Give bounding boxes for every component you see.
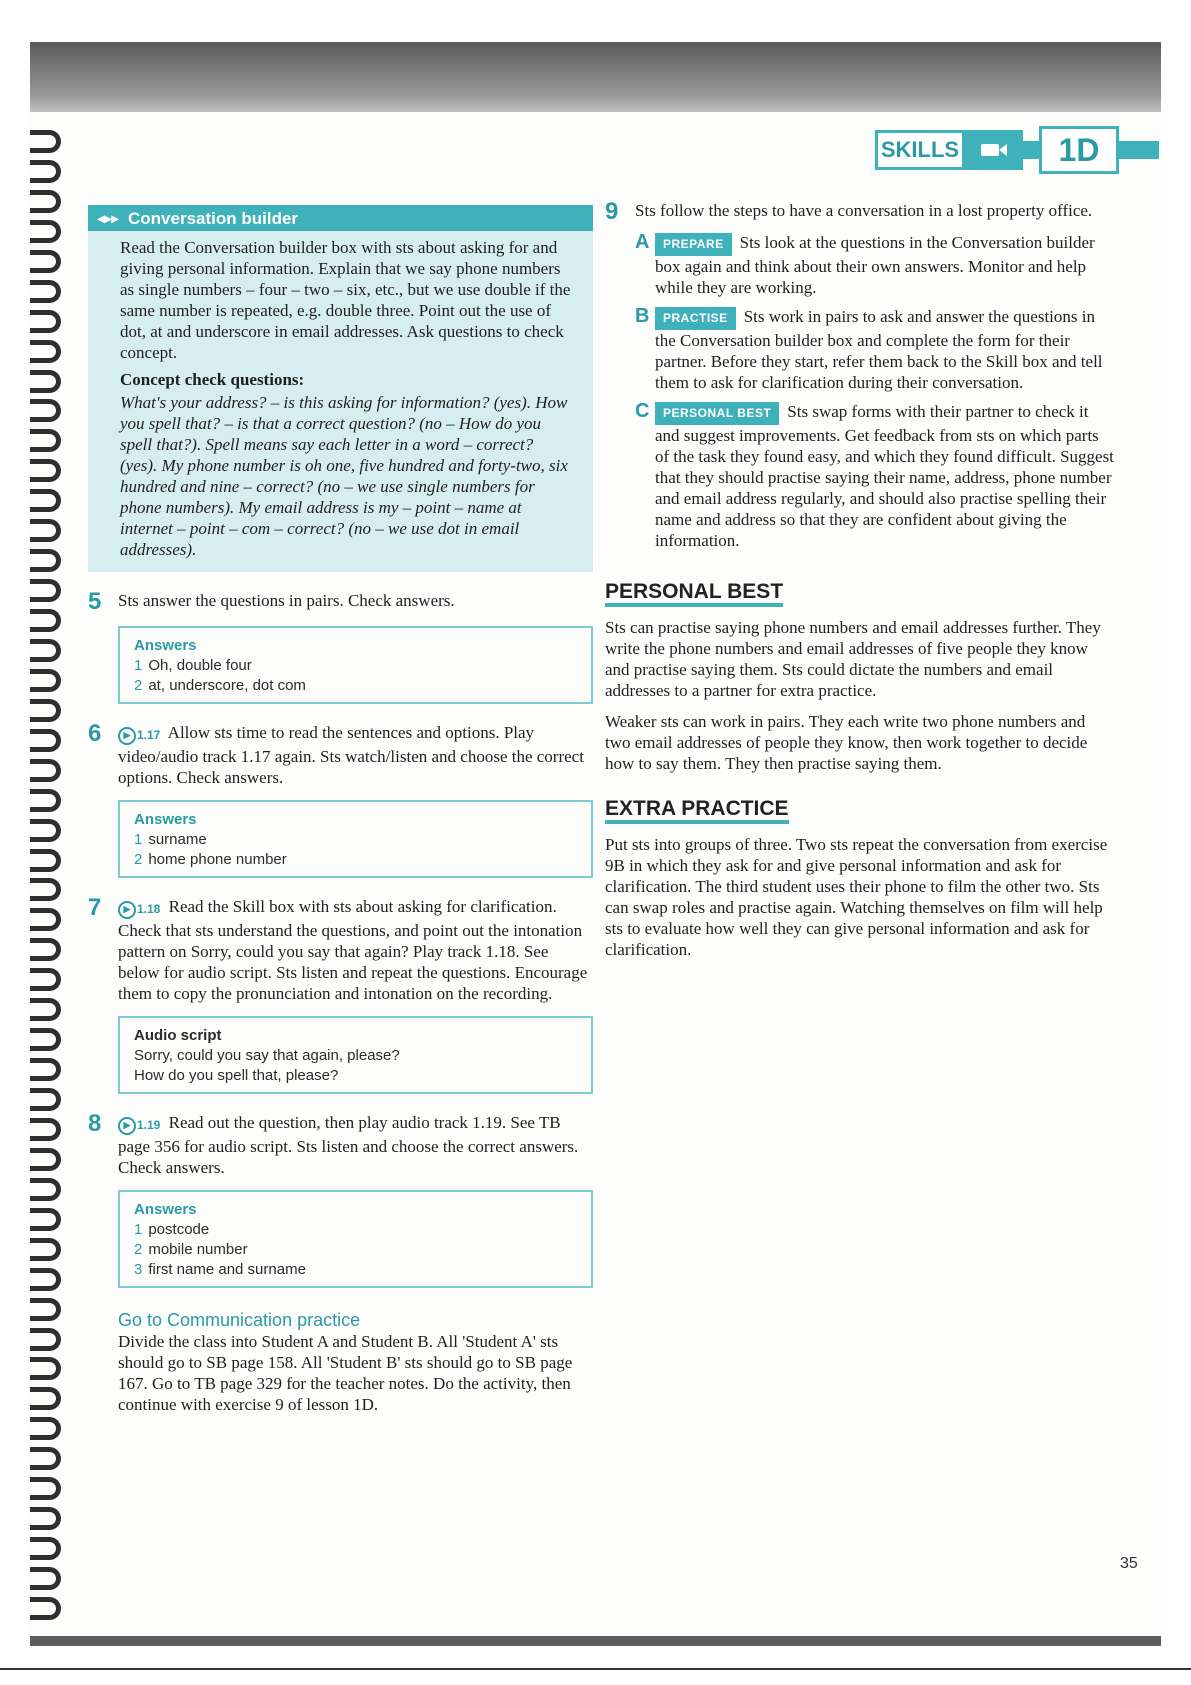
binding-coil [30, 789, 61, 812]
binding-coil [30, 1387, 61, 1410]
binding-coil [30, 1507, 61, 1530]
exercise-number: 8 [88, 1110, 102, 1137]
answer-item: 2 home phone number [134, 851, 287, 868]
exercise-number: 9 [605, 198, 619, 225]
personal-best-paragraph: Weaker sts can work in pairs. They each write two phone numbers and two email addresses of people they know, then work together to decide how to say them. They then practise saying them. [605, 712, 1088, 773]
binding-coil [30, 220, 61, 243]
binding-coil [30, 669, 61, 692]
binding-coil [30, 968, 61, 991]
binding-coil [30, 1028, 61, 1051]
conversation-builder-title: Conversation builder [128, 208, 299, 228]
binding-coil [30, 130, 61, 153]
step-badge: PRACTISE [655, 307, 736, 330]
step-badge: PREPARE [655, 233, 732, 256]
extra-practice-paragraph: Put sts into groups of three. Two sts repeat the conversation from exercise 9B in which they ask for and give personal information and ask for clarification. The third student uses their phone to film the other two. Sts can swap roles and practise again. Watching themselves on film will help sts to evaluate how well they can give personal information and ask for clarification. [605, 835, 1108, 959]
step-text: Sts work in pairs to ask and answer the questions in the Conversation builder box and complete the form for their partner. Before they start, refer them back to the Skill box and tell them to ask for clarification during their conversation. [655, 307, 1103, 392]
tab-connector [1023, 141, 1039, 159]
binding-coil [30, 160, 61, 183]
binding-coil [30, 878, 61, 901]
binding-coil [30, 399, 61, 422]
binding-coil [30, 280, 61, 303]
binding-coil [30, 1178, 61, 1201]
exercise-text: Allow sts time to read the sentences and options. Play video/audio track 1.17 again. Sts watch/listen and choose the correct options. Check answers. [118, 723, 584, 787]
personal-best-heading: PERSONAL BEST [605, 581, 783, 607]
step-prepare [635, 232, 1115, 298]
exercise-text: Read out the question, then play audio track 1.19. See TB page 356 for audio script. Sts listen and choose the correct answers. Check answers. [118, 1113, 579, 1177]
binding-coil [30, 370, 61, 393]
play-icon: ▶ [118, 727, 136, 745]
binding-coil [30, 429, 61, 452]
answers-title: Answers [134, 811, 197, 828]
step-letter: C [635, 400, 650, 422]
exercise-text: Read the Skill box with sts about asking for clarification. Check that sts understand the questions, and point out the intonation pattern on Sorry, could you say that again? Play track 1.18. See below for audio script. Sts listen and repeat the questions. Encourage them to copy the pronunciation and intonation on the recording. [118, 897, 588, 1003]
exercise-7 [88, 896, 593, 1004]
conversation-builder-header [88, 205, 593, 231]
answers-title: Answers [134, 1201, 197, 1218]
concept-check-text: What's your address? – is this asking for information? (yes). How you spell that? – is that a correct question? (no – How do you spell that?). Spell means say each letter in a word – correct? (yes). My phone number is oh one, five hundred and forty-two, six hundred and nine – correct? (no – we use single numbers for phone numbers). My email address is my – point – name at internet – point – com – correct? (no – we use dot in email addresses). [120, 393, 568, 559]
binding-coil [30, 908, 61, 931]
exercise-text: Sts answer the questions in pairs. Check answers. [118, 591, 455, 610]
extra-practice-heading: EXTRA PRACTICE [605, 798, 789, 824]
play-icon: ▶ [118, 1117, 136, 1135]
audio-script-line: How do you spell that, please? [134, 1067, 339, 1084]
step-letter: B [635, 305, 650, 327]
right-column [605, 200, 1115, 960]
conversation-builder-intro: Read the Conversation builder box with sts about asking for and giving personal information. Explain that we say phone numbers as single numbers – four – two – six, etc., but we use double if the same number is repeated, e.g. double three. Point out the use of dot, at and underscore in email addresses. Ask questions to check concept. [120, 238, 571, 362]
conversation-builder-box [88, 205, 593, 572]
answer-item: 1 Oh, double four [134, 657, 252, 674]
binding-coil [30, 519, 61, 542]
communication-practice-link[interactable]: Go to Communication practice [118, 1310, 361, 1330]
communication-practice-text: Divide the class into Student A and Student B. All 'Student A' sts should go to SB page 158. All 'Student B' sts should go to SB page 167. Go to TB page 329 for the teacher notes. Do the activity, then continue with exercise 9 of lesson 1D. [118, 1332, 573, 1414]
spiral-binding [30, 130, 92, 1620]
audio-track-icon[interactable] [118, 725, 160, 746]
audio-script-title: Audio script [134, 1027, 222, 1044]
step-text: Sts swap forms with their partner to check it and suggest improvements. Get feedback from sts on which parts of the task they found easy, and which they found difficult. Suggest that they should practise saying their name, address, phone number and email address regularly, and should also practise spelling their name and address so that they are confident about giving the information. [655, 402, 1114, 550]
binding-coil [30, 549, 61, 572]
personal-best-paragraph: Sts can practise saying phone numbers and email addresses further. They write the phone numbers and email addresses of five people they know and practise saying them. Sts could dictate the numbers and email addresses to a partner for extra practice. [605, 618, 1101, 700]
binding-coil [30, 1447, 61, 1470]
binding-coil [30, 1417, 61, 1440]
answer-item: 1 surname [134, 831, 207, 848]
answers-title: Answers [134, 637, 197, 654]
binding-coil [30, 1477, 61, 1500]
lesson-tab [875, 126, 1159, 174]
answer-item: 2 mobile number [134, 1241, 248, 1258]
binding-coil [30, 1357, 61, 1380]
binding-coil [30, 759, 61, 782]
play-icon: ▶ [118, 901, 136, 919]
binding-coil [30, 190, 61, 213]
track-number: 1.17 [137, 728, 161, 742]
track-number: 1.19 [137, 1118, 161, 1132]
binding-coil [30, 1208, 61, 1231]
scan-background-bottom [30, 1636, 1161, 1646]
scan-background-top [30, 42, 1161, 120]
section-label: SKILLS [875, 130, 965, 170]
binding-coil [30, 1268, 61, 1291]
binding-coil [30, 1058, 61, 1081]
binding-coil [30, 489, 61, 512]
exercise-text: Sts follow the steps to have a conversation in a lost property office. [635, 201, 1093, 220]
answer-item: 2 at, underscore, dot com [134, 677, 306, 694]
binding-coil [30, 1597, 61, 1620]
binding-coil [30, 340, 61, 363]
binding-coil [30, 1238, 61, 1261]
binding-coil [30, 819, 61, 842]
exercise-number: 6 [88, 720, 102, 747]
audio-script-box [118, 1016, 593, 1094]
audio-script-line: Sorry, could you say that again, please? [134, 1047, 400, 1064]
binding-coil [30, 579, 61, 602]
binding-coil [30, 1148, 61, 1171]
binding-coil [30, 729, 61, 752]
binding-coil [30, 310, 61, 333]
binding-coil [30, 1298, 61, 1321]
exercise-6 [88, 722, 593, 788]
tab-connector [1119, 141, 1159, 159]
answer-item: 1 postcode [134, 1221, 210, 1238]
step-badge: PERSONAL BEST [655, 402, 779, 425]
exercise-number: 5 [88, 588, 102, 615]
exercise-8 [88, 1112, 593, 1178]
page-number: 35 [1120, 1555, 1138, 1572]
left-column [88, 205, 593, 1415]
binding-coil [30, 250, 61, 273]
track-number: 1.18 [137, 902, 161, 916]
binding-coil [30, 609, 61, 632]
binding-coil [30, 639, 61, 662]
binding-coil [30, 459, 61, 482]
binding-coil [30, 1567, 61, 1590]
binding-coil [30, 699, 61, 722]
binding-coil [30, 998, 61, 1021]
answers-box [118, 800, 593, 878]
scan-border-line [0, 1668, 1191, 1670]
video-camera-icon [965, 130, 1023, 170]
exercise-number: 7 [88, 894, 102, 921]
step-practise [635, 306, 1115, 393]
binding-coil [30, 849, 61, 872]
answers-box [118, 626, 593, 704]
step-text: Sts look at the questions in the Conversation builder box again and think about their own answers. Monitor and help while they are working. [655, 233, 1095, 297]
answer-item: 3 first name and surname [134, 1261, 306, 1278]
audio-track-icon[interactable] [118, 899, 160, 920]
answers-box [118, 1190, 593, 1288]
binding-coil [30, 1088, 61, 1111]
audio-track-icon[interactable] [118, 1115, 160, 1136]
step-letter: A [635, 231, 650, 253]
lesson-code: 1D [1039, 126, 1119, 174]
concept-check-title: Concept check questions: [120, 370, 305, 389]
binding-coil [30, 1118, 61, 1141]
exercise-9 [605, 200, 1115, 224]
exercise-5 [88, 590, 593, 614]
step-personal-best [635, 401, 1115, 551]
binding-coil [30, 1328, 61, 1351]
binding-coil [30, 938, 61, 961]
binding-coil [30, 1537, 61, 1560]
speech-arrows-icon: ◂▸▸ [97, 209, 119, 226]
